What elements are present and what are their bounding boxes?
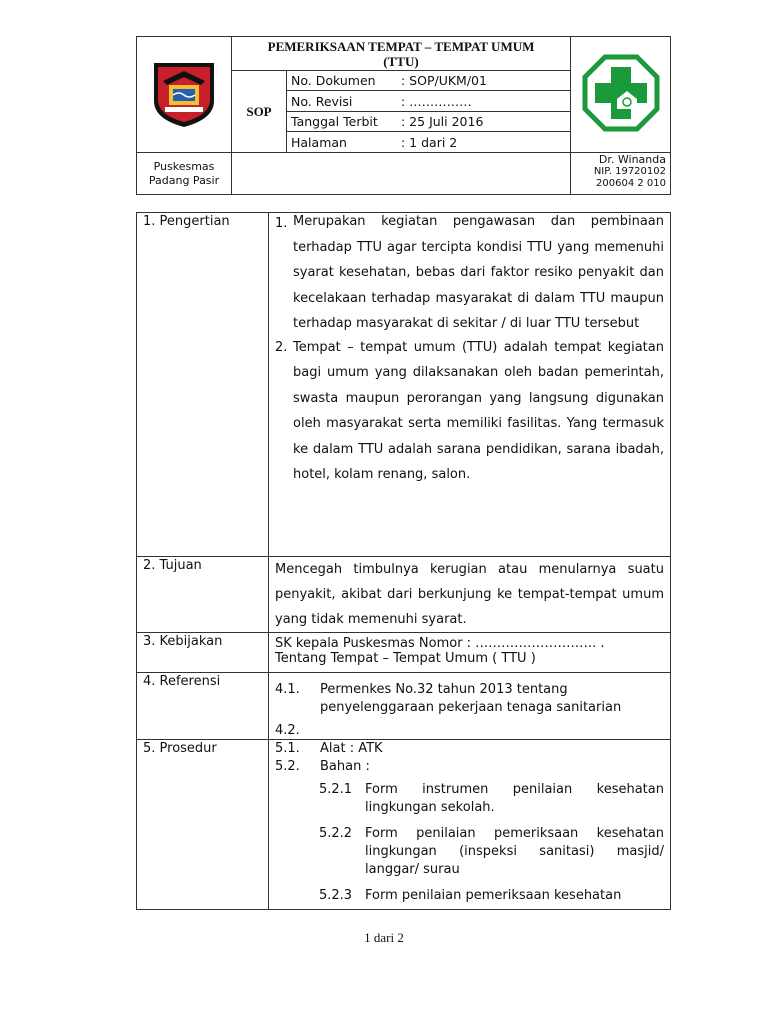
item-text: Form penilaian pemeriksaan kesehatan lingkungan (inspeksi sanitasi) masjid/ langgar/ surau — [365, 826, 664, 877]
title-line-1: PEMERIKSAAN TEMPAT – TEMPAT UMUM — [267, 38, 535, 54]
bahan-subitem-2 — [319, 825, 664, 879]
meta-value-halaman: : 1 dari 2 — [401, 134, 458, 150]
row-pengertian — [137, 213, 671, 557]
page-number: 1 dari 2 — [364, 930, 404, 945]
referensi-item-1 — [275, 681, 664, 717]
prosedur-alat — [275, 741, 664, 757]
bahan-subitem-3 — [319, 887, 664, 905]
meta-label-tanggal: Tanggal Terbit — [287, 111, 401, 132]
signer-nip-1: NIP. 19720102 — [593, 166, 666, 177]
label-prosedur: 5. Prosedur — [137, 740, 269, 910]
pengertian-item-1 — [275, 215, 664, 337]
empty-cell — [232, 153, 571, 195]
sop-body-table — [136, 212, 671, 910]
left-logo-cell — [137, 37, 232, 153]
signer-name: Dr. Winanda — [598, 153, 666, 166]
signer-block — [571, 153, 671, 195]
org-line-1: Puskesmas — [153, 159, 215, 173]
alat-text: Alat : ATK — [320, 741, 383, 756]
row-kebijakan — [137, 633, 671, 673]
meta-value-dokumen: : SOP/UKM/01 — [401, 71, 570, 91]
row-prosedur — [137, 740, 671, 910]
bahan-text: Bahan : — [320, 759, 370, 774]
title-line-2: (TTU) — [383, 53, 419, 69]
item-number: 5.2.2 — [319, 826, 353, 841]
item-number: 5.2.1 — [319, 782, 353, 797]
item-number: 1. — [275, 216, 288, 231]
row-tujuan — [137, 557, 671, 633]
puskesmas-logo-icon — [581, 53, 661, 133]
label-tujuan: 2. Tujuan — [137, 557, 269, 633]
item-number: 5.2. — [275, 759, 300, 774]
label-referensi: 4. Referensi — [137, 673, 269, 740]
kebijakan-line-2: Tentang Tempat – Tempat Umum ( TTU ) — [275, 651, 536, 666]
org-line-2: Padang Pasir — [148, 173, 220, 187]
organization-name — [137, 153, 232, 195]
label-pengertian: 1. Pengertian — [137, 213, 269, 557]
item-text: Form penilaian pemeriksaan kesehatan — [365, 888, 622, 903]
document-title — [232, 37, 571, 71]
item-number: 2. — [275, 339, 288, 355]
item-text: Form instrumen penilaian kesehatan lingkungan sekolah. — [365, 782, 664, 815]
meta-value-tanggal: : 25 Juli 2016 — [401, 111, 570, 132]
sop-label: SOP — [232, 71, 287, 153]
item-number: 5.2.3 — [319, 888, 353, 903]
kebijakan-line-1: SK kepala Puskesmas Nomor : ………………………. . — [275, 636, 605, 651]
item-number: 4.1. — [275, 682, 300, 697]
meta-label-dokumen: No. Dokumen — [287, 71, 401, 91]
item-text: Merupakan kegiatan pengawasan dan pembinaan terhadap TTU agar tercipta kondisi TTU yang memenuhi syarat kesehatan, bebas dari faktor resiko penyakit dan kecelakaan terhadap masyarakat di dalam TTU maupun terhadap masyarakat di sekitar / di luar TTU tersebut — [293, 214, 664, 331]
item-number: 4.2. — [275, 723, 300, 738]
item-text: Tempat – tempat umum (TTU) adalah tempat kegiatan bagi umum yang dilaksanakan oleh badan pemerintah, swasta maupun perorangan yang langsung digunakan oleh masyarakat serta memiliki fasilitas. Yang termasuk ke dalam TTU adalah sarana pendidikan, sarana ibadah, hotel, kolam renang, salon. — [293, 339, 664, 482]
row-referensi — [137, 673, 671, 740]
label-kebijakan: 3. Kebijakan — [137, 633, 269, 673]
meta-value-revisi: : …………… — [401, 91, 570, 112]
right-logo-cell — [571, 37, 671, 153]
document-meta — [287, 71, 571, 153]
meta-label-revisi: No. Revisi — [287, 91, 401, 112]
bahan-subitem-1 — [319, 781, 664, 817]
meta-label-halaman: Halaman — [291, 134, 347, 150]
prosedur-bahan — [275, 759, 664, 775]
item-text: Permenkes No.32 tahun 2013 tentang penyelenggaraan pekerjaan tenaga sanitarian — [320, 682, 622, 715]
document-header — [136, 36, 671, 195]
tujuan-text: Mencegah timbulnya kerugian atau menularnya suatu penyakit, akibat dari berkunjung ke tempat-tempat umum yang tidak memenuhi syarat. — [275, 562, 664, 627]
referensi-item-2 — [275, 723, 664, 739]
signer-nip-2: 200604 2 010 — [596, 178, 666, 189]
pengertian-item-2 — [275, 335, 664, 488]
item-number: 5.1. — [275, 741, 300, 756]
padang-emblem-icon — [149, 57, 219, 129]
